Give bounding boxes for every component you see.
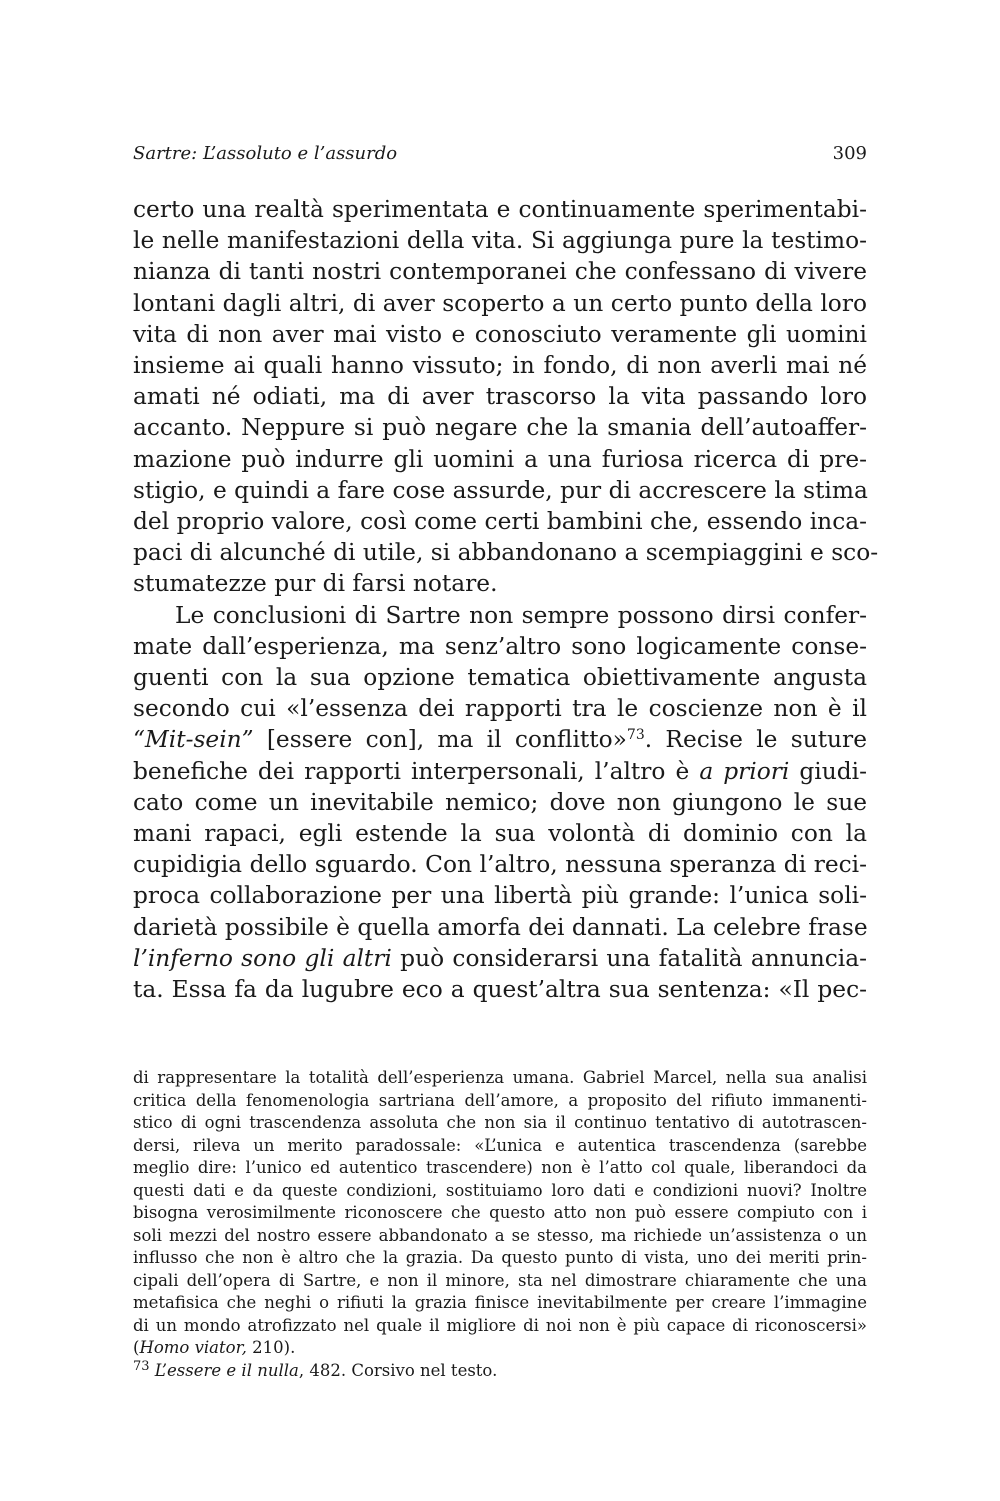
text-span: ( <box>133 1338 140 1357</box>
book-page <box>133 0 879 1501</box>
footnote-line: dersi, rileva un merito paradossale: «L’unica e autentica trascendenza (sarebbe <box>133 1135 867 1155</box>
footnote-line: cipali dell’opera di Sartre, e non il minore, sta nel dimostrare chiaramente che una <box>133 1270 867 1290</box>
text-line: ta. Essa fa da lugubre eco a quest’altra sua sentenza: «Il pec- <box>133 976 867 1004</box>
footnote-line: stico di ogni trascendenza assoluta che non sia il continuo tentativo di autotrascen- <box>133 1113 867 1132</box>
text-line: guenti con la sua opzione tematica obiettivamente angusta <box>133 664 867 692</box>
footnote-line: meglio dire: l’unico ed autentico trascendere) non è l’atto col quale, liberandoci da <box>133 1158 867 1177</box>
paragraph-1 <box>133 194 879 600</box>
footnote-ref: 73 <box>626 727 645 744</box>
text-line <box>133 724 867 755</box>
footnotes <box>133 1067 867 1384</box>
text-line: amati né odiati, ma di aver trascorso la vita passando loro <box>133 383 867 411</box>
footnote-line: critica della fenomenologia sartriana dell’amore, a proposito del rifiuto immanenti- <box>133 1090 867 1110</box>
text-line: darietà possibile è quella amorfa dei dannati. La celebre frase <box>133 913 868 941</box>
footnote-line: metafisica che neghi o rifiuti la grazia finisce inevitabilmente per creare l’immagine <box>133 1293 867 1312</box>
text-line <box>133 756 867 787</box>
italic-term: “Mit-sein” <box>133 726 254 754</box>
text-line: mazione può indurre gli uomini a una furiosa ricerca di pre- <box>133 445 867 473</box>
running-header <box>133 143 867 169</box>
italic-title: L’essere e il nulla <box>154 1360 299 1380</box>
text-line: stumatezze pur di farsi notare. <box>133 570 498 598</box>
text-line: mani rapaci, egli estende la sua volontà di dominio con la <box>133 820 867 848</box>
text-span: può considerarsi una fatalità annuncia- <box>391 944 867 972</box>
text-line: le nelle manifestazioni della vita. Si aggiunga pure la testimo- <box>133 227 867 255</box>
text-span: . Recise le suture <box>644 726 867 754</box>
text-line: certo una realtà sperimentata e continuamente sperimentabi- <box>133 196 867 223</box>
footnote-line: influsso che non è altro che la grazia. Da questo punto di vista, uno dei meriti prin- <box>133 1248 867 1267</box>
text-line: cato come un inevitabile nemico; dove non giungono le sue <box>133 788 867 816</box>
page-number: 309 <box>832 143 867 164</box>
italic-term: l’inferno sono gli altri <box>133 944 392 972</box>
text-line <box>133 943 867 974</box>
text-line: insieme ai quali hanno vissuto; in fondo, di non averli mai né <box>133 352 867 380</box>
text-line: proca collaborazione per una libertà più grande: l’unica soli- <box>133 882 867 910</box>
running-title: Sartre: L’assoluto e l’assurdo <box>133 143 398 164</box>
text-span: 210). <box>246 1338 296 1357</box>
footnote-line: di rappresentare la totalità dell’esperienza umana. Gabriel Marcel, nella sua analisi <box>133 1068 867 1087</box>
text-line: stigio, e quindi a fare cose assurde, pur di accrescere la stima <box>133 476 868 504</box>
italic-title: Homo viator, <box>139 1338 247 1357</box>
text-line: cupidigia dello sguardo. Con l’altro, nessuna speranza di reci- <box>133 851 867 879</box>
footnote-line: di un mondo atrofizzato nel quale il migliore di noi non è più capace di riconoscersi» <box>133 1315 867 1335</box>
paragraph-2 <box>133 600 867 1006</box>
italic-term: a priori <box>699 757 790 785</box>
text-line: lontani dagli altri, di aver scoperto a un certo punto della loro <box>133 289 867 317</box>
text-line: Le conclusioni di Sartre non sempre possono dirsi confer- <box>175 601 867 629</box>
text-line: del proprio valore, così come certi bambini che, essendo inca- <box>133 508 867 536</box>
text-line: nianza di tanti nostri contemporanei che confessano di vivere <box>133 258 867 286</box>
main-text <box>133 194 879 1005</box>
text-span: benefiche dei rapporti interpersonali, l’altro è <box>133 757 700 785</box>
text-line: accanto. Neppure si può negare che la smania dell’autoaffer- <box>133 414 867 442</box>
footnote-line: soli mezzi del nostro essere abbandonato a se stesso, ma richiede un’assistenza o un <box>133 1225 867 1245</box>
text-line: mate dall’esperienza, ma senz’altro sono logicamente conse- <box>133 632 867 660</box>
footnote-73 <box>133 1360 867 1385</box>
footnote-number: 73 <box>133 1358 150 1374</box>
text-span: [essere con], ma il conflitto» <box>253 726 627 754</box>
footnote-line: questi dati e da queste condizioni, sostituiamo loro dati e condizioni nuovi? Inoltre <box>133 1180 867 1200</box>
text-span: giudi- <box>789 757 867 785</box>
text-line: paci di alcunché di utile, si abbandonano a scempiaggini e sco- <box>133 539 879 567</box>
footnote-line <box>133 1337 867 1360</box>
footnote-line: bisogna verosimilmente riconoscere che questo atto non può essere compiuto con i <box>133 1203 867 1222</box>
text-line: secondo cui «l’essenza dei rapporti tra le coscienze non è il <box>133 695 867 723</box>
text-span: , 482. Corsivo nel testo. <box>298 1360 498 1380</box>
text-line: vita di non aver mai visto e conosciuto veramente gli uomini <box>133 320 867 348</box>
